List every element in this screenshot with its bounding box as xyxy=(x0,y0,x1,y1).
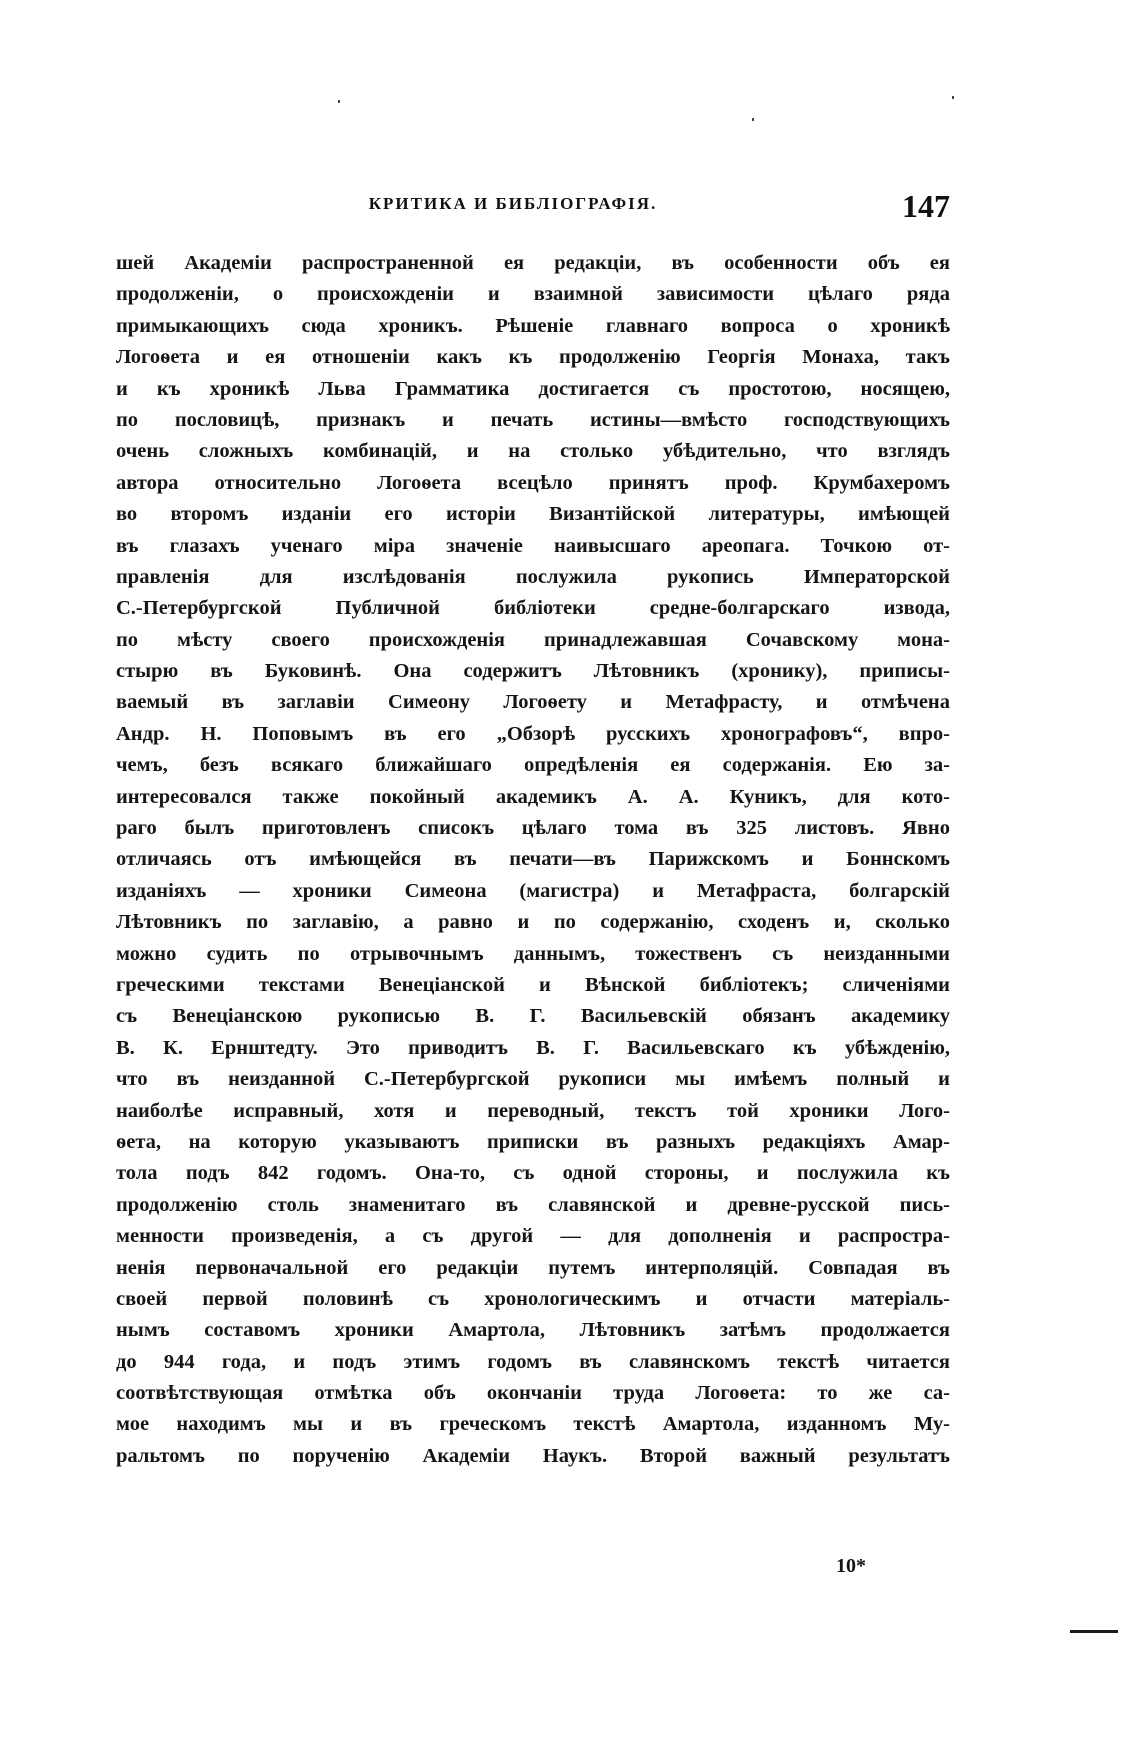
text-line: менности произведенія, а съ другой — для дополненія и распростра- xyxy=(116,1225,950,1248)
ink-speck xyxy=(952,96,954,99)
text-line: мое находимъ мы и въ греческомъ текстѣ Амартола, изданномъ Му- xyxy=(116,1413,950,1436)
text-line: и къ хроникѣ Льва Грамматика достигается съ простотою, носящею, xyxy=(116,377,950,400)
text-line: ваемый въ заглавіи Симеону Логоѳету и Метафрасту, и отмѣчена xyxy=(116,691,950,714)
signature-mark: 10* xyxy=(836,1555,866,1577)
text-line: Андр. Н. Поповымъ въ его „Обзорѣ русскихъ хронографовъ“, впро- xyxy=(116,722,950,745)
text-line: правленія для изслѣдованія послужила рукопись Императорской xyxy=(116,565,950,588)
text-line: своей первой половинѣ съ хронологическимъ и отчасти матеріаль- xyxy=(116,1287,950,1310)
text-line: въ глазахъ ученаго міра значеніе наивысшаго ареопага. Точкою от- xyxy=(116,534,950,557)
text-line: что въ неизданной С.-Петербургской рукописи мы имѣемъ полный и xyxy=(116,1068,950,1091)
text-line: примыкающихъ сюда хроникъ. Рѣшеніе главнаго вопроса о хроникѣ xyxy=(116,314,950,337)
ink-speck xyxy=(752,118,754,121)
text-line: съ Венеціанскою рукописью В. Г. Васильевскій обязанъ академику xyxy=(116,1005,950,1028)
text-line: очень сложныхъ комбинацій, и на столько убѣдительно, что взглядъ xyxy=(116,440,950,463)
text-line: продолженію столь знаменитаго въ славянской и древне-русской пись- xyxy=(116,1193,950,1216)
text-line: во второмъ изданіи его исторіи Византійской литературы, имѣющей xyxy=(116,503,950,526)
text-line: ѳета, на которую указываютъ приписки въ разныхъ редакціяхъ Амар- xyxy=(116,1130,950,1153)
text-line: отличаясь отъ имѣющейся въ печати—въ Парижскомъ и Боннскомъ xyxy=(116,848,950,871)
text-line: чемъ, безъ всякаго ближайшаго опредѣленія ея содержанія. Ею за- xyxy=(116,754,950,777)
ink-speck xyxy=(338,100,340,103)
text-line: по мѣсту своего происхожденія принадлежавшая Сочавскому мона- xyxy=(116,628,950,651)
text-line: шей Академіи распространенной ея редакціи, въ особенности объ ея xyxy=(116,252,950,274)
text-line: Логоѳета и ея отношеніи какъ къ продолженію Георгія Монаха, такъ xyxy=(116,346,950,369)
text-line: Лѣтовникъ по заглавію, а равно и по содержанію, сходенъ и, сколько xyxy=(116,911,950,934)
text-line: раго былъ приготовленъ списокъ цѣлаго тома въ 325 листовъ. Явно xyxy=(116,817,950,840)
text-line: автора относительно Логоѳета всецѣло принятъ проф. Крумбахеромъ xyxy=(116,471,950,494)
margin-dash xyxy=(1070,1630,1118,1633)
page-header xyxy=(116,188,950,228)
text-line: С.-Петербургской Публичной библіотеки средне-болгарскаго извода, xyxy=(116,597,950,620)
text-line: наиболѣе исправный, хотя и переводный, текстъ той хроники Лого- xyxy=(116,1099,950,1122)
text-line: ральтомъ по порученію Академіи Наукъ. Второй важный результатъ xyxy=(116,1444,950,1467)
text-line: ненія первоначальной его редакціи путемъ интерполяцій. Совпадая въ xyxy=(116,1256,950,1279)
text-line: соотвѣтствующая отмѣтка объ окончаніи труда Логоѳета: то же са- xyxy=(116,1382,950,1405)
text-line: стырю въ Буковинѣ. Она содержитъ Лѣтовникъ (хронику), приписы- xyxy=(116,660,950,683)
page-number: 147 xyxy=(902,188,950,224)
text-line: тола подъ 842 годомъ. Она-то, съ одной стороны, и послужила къ xyxy=(116,1162,950,1185)
body-text xyxy=(116,248,950,1472)
text-line: изданіяхъ — хроники Симеона (магистра) и Метафраста, болгарскій xyxy=(116,879,950,902)
text-line: интересовался также покойный академикъ А. А. Куникъ, для кото- xyxy=(116,785,950,808)
text-line: можно судить по отрывочнымъ даннымъ, тожественъ съ неизданными xyxy=(116,942,950,965)
text-line: до 944 года, и подъ этимъ годомъ въ славянскомъ текстѣ читается xyxy=(116,1350,950,1373)
text-line: по пословицѣ, признакъ и печать истины—вмѣсто господствующихъ xyxy=(116,408,950,431)
text-line: нымъ составомъ хроники Амартола, Лѣтовникъ затѣмъ продолжается xyxy=(116,1319,950,1342)
text-line: продолженіи, о происхожденіи и взаимной зависимости цѣлаго ряда xyxy=(116,283,950,306)
text-line: греческими текстами Венеціанской и Вѣнской библіотекъ; сличеніями xyxy=(116,973,950,996)
text-line: В. К. Ернштедту. Это приводитъ В. Г. Васильевскаго къ убѣжденію, xyxy=(116,1036,950,1059)
running-title: КРИТИКА И БИБЛІОГРАФІЯ. xyxy=(368,194,658,213)
